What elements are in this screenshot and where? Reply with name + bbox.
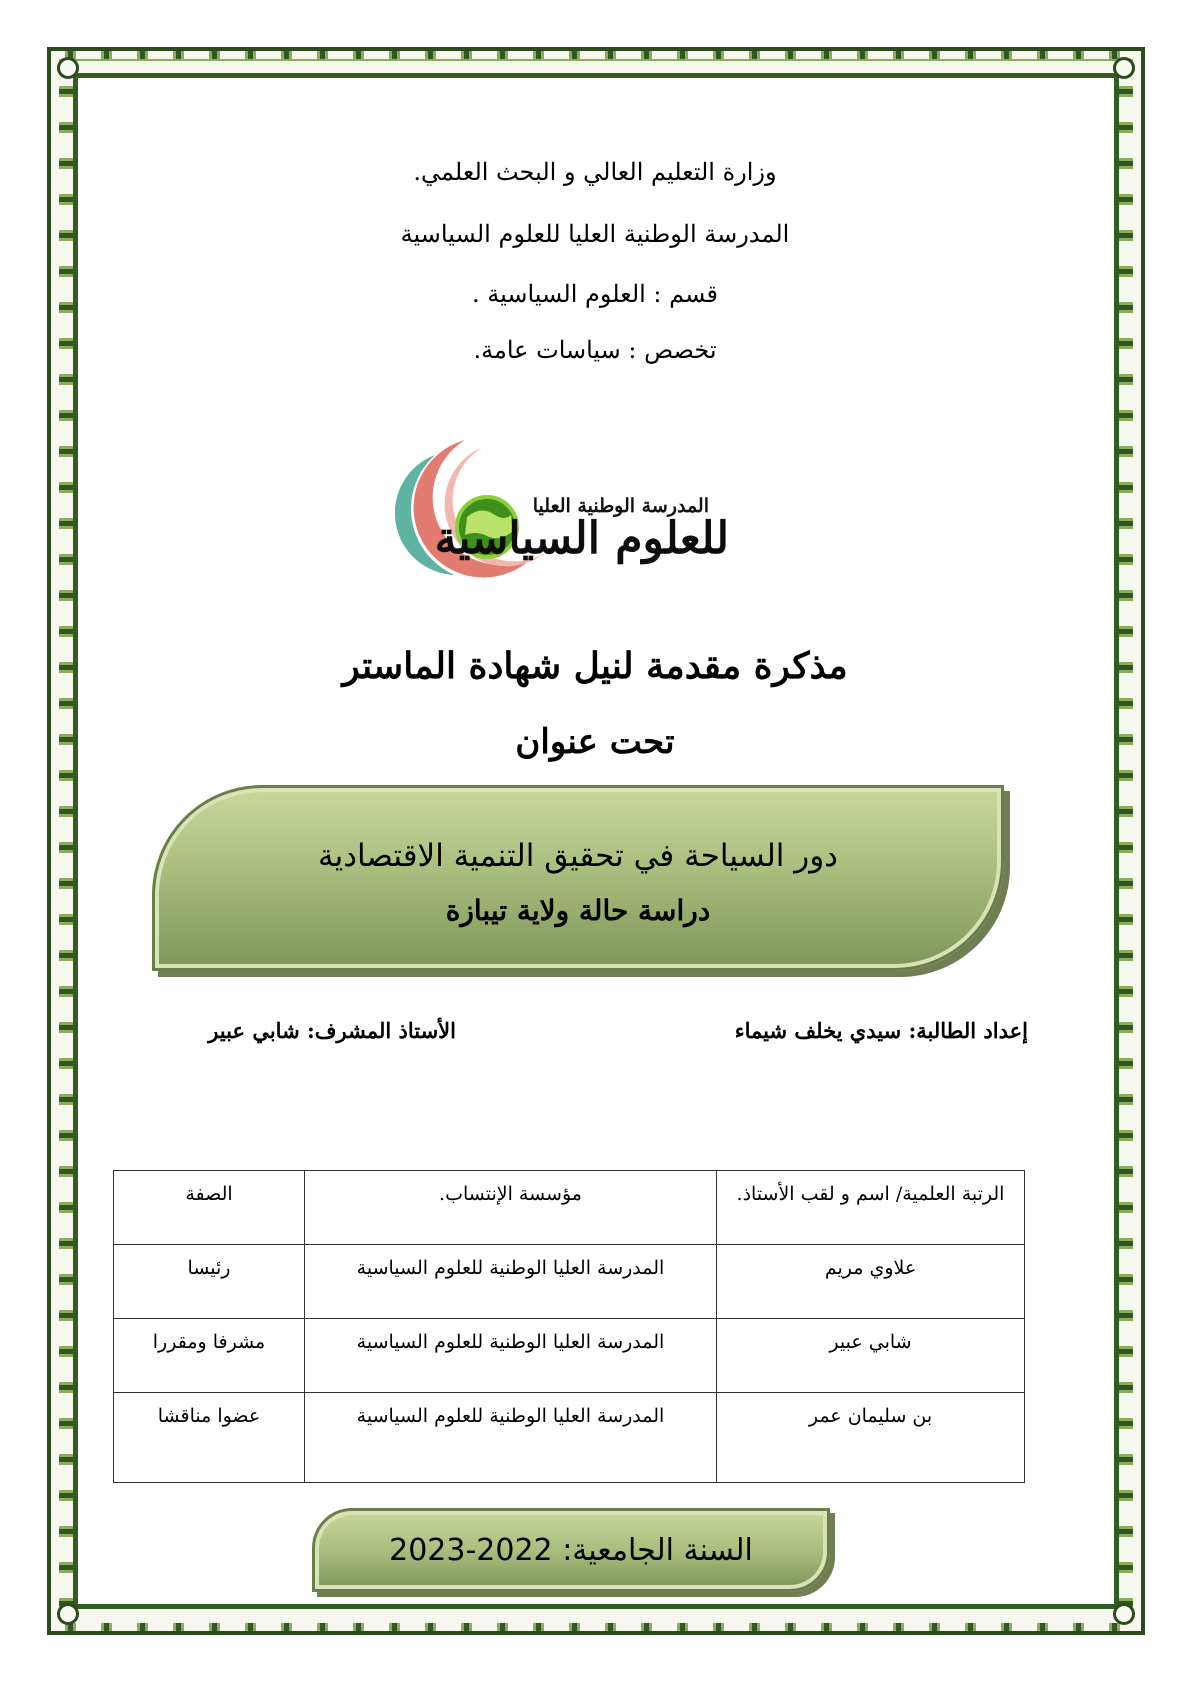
thesis-title: دور السياحة في تحقيق التنمية الاقتصادية [317,838,838,874]
logo-text-top: المدرسة الوطنية العليا [532,495,709,517]
table-cell-institution: المدرسة العليا الوطنية للعلوم السياسية [305,1393,717,1483]
under-title-heading: تحت عنوان [515,722,675,762]
specialty-line: تخصص : سياسات عامة. [473,336,717,364]
table-header-row [114,1171,1025,1245]
logo-text-bottom: للعلوم السياسية [434,513,729,564]
table-cell-role: مشرفا ومقررا [114,1319,305,1393]
thesis-title-banner [152,785,1004,971]
table-cell-name: شابي عبير [717,1319,1025,1393]
table-header: مؤسسة الإنتساب. [305,1171,717,1245]
table-cell-institution: المدرسة العليا الوطنية للعلوم السياسية [305,1245,717,1319]
table-cell-name: علاوي مريم [717,1245,1025,1319]
table-header: الرتبة العلمية/ اسم و لقب الأستاذ. [717,1171,1025,1245]
table-cell-role: عضوا مناقشا [114,1393,305,1483]
degree-heading: مذكرة مقدمة لنيل شهادة الماستر [342,645,848,687]
table-cell-name: بن سليمان عمر [717,1393,1025,1483]
table-row [114,1393,1025,1483]
table-header: الصفة [114,1171,305,1245]
table-cell-role: رئيسا [114,1245,305,1319]
committee-table [113,1170,1025,1483]
supervisor-name: الأستاذ المشرف: شابي عبير [208,1018,456,1043]
academic-year: السنة الجامعية: 2022-2023 [389,1533,753,1568]
table-cell-institution: المدرسة العليا الوطنية للعلوم السياسية [305,1319,717,1393]
school-line: المدرسة الوطنية العليا للعلوم السياسية [400,220,790,248]
thesis-subtitle: دراسة حالة ولاية تيبازة [445,894,711,927]
table-row [114,1245,1025,1319]
academic-year-banner [312,1508,830,1592]
ministry-line: وزارة التعليم العالي و البحث العلمي. [413,158,777,186]
school-logo [395,435,775,585]
department-line: قسم : العلوم السياسية . [471,280,718,308]
table-row [114,1319,1025,1393]
student-name: إعداد الطالبة: سيدي يخلف شيماء [734,1018,1028,1043]
